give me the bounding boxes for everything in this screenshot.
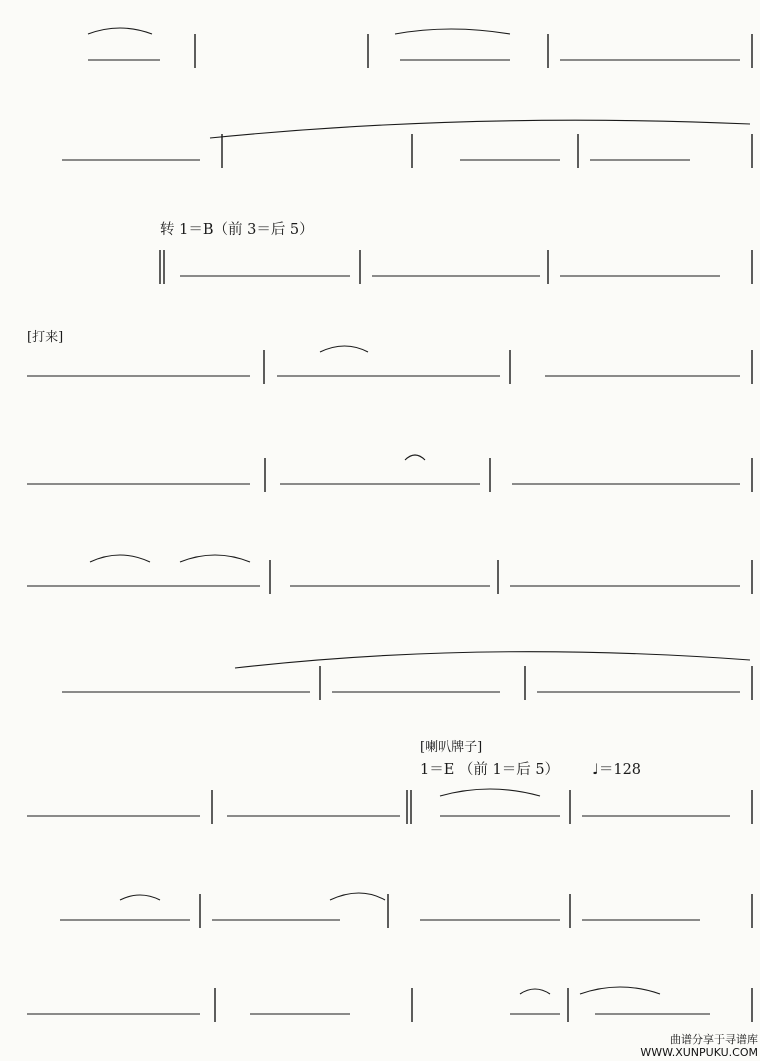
key-change-b: 转 1＝B（前 3＝后 5） [160, 222, 314, 238]
labazi-label: [喇叭牌子] [420, 740, 483, 755]
watermark-line-2: WWW.XUNPUKU.COM [640, 1046, 758, 1059]
watermark-line-1: 曲谱分享于寻谱库 [670, 1033, 758, 1046]
site-watermark [610, 1033, 758, 1059]
daban-label: [打来] [27, 330, 64, 345]
key-change-e: 1＝E （前 1＝后 5） [420, 762, 560, 778]
tempo-marking: ♩＝128 [592, 762, 642, 778]
